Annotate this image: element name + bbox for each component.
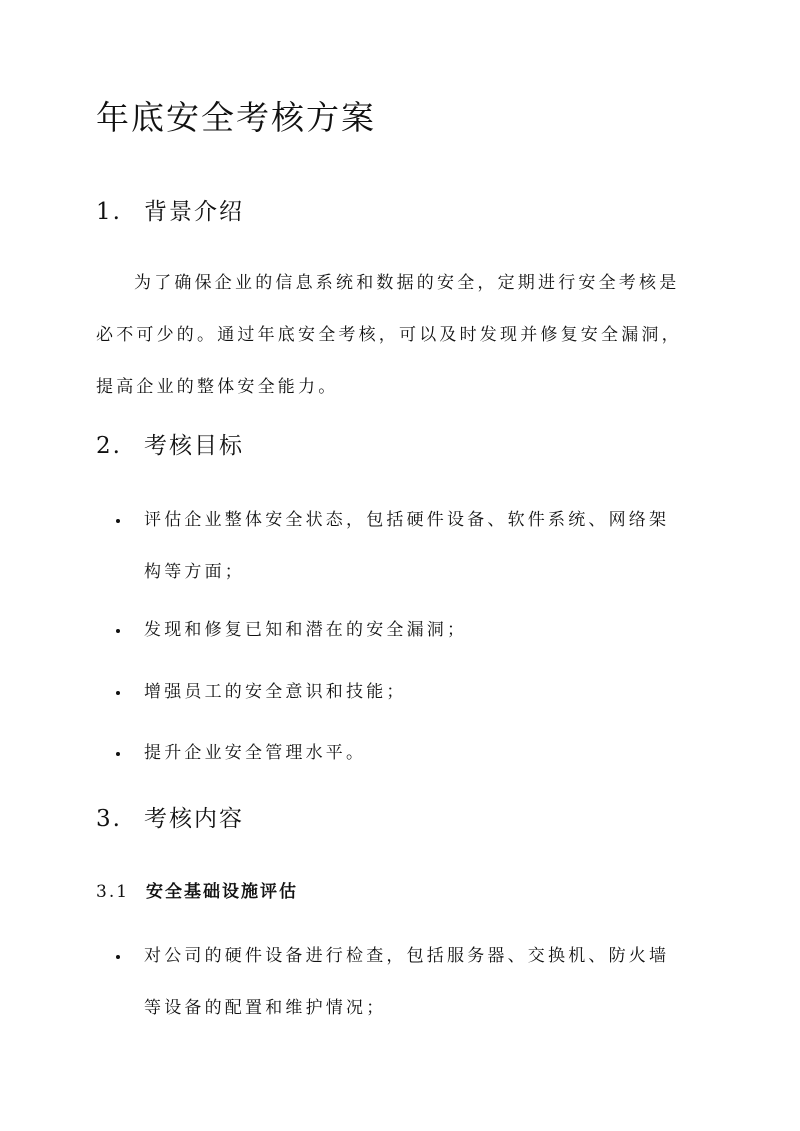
paragraph-line: 提高企业的整体安全能力。 (96, 377, 339, 397)
section-heading-content (96, 803, 244, 835)
section-number: 2. (96, 433, 122, 459)
bullet-icon (116, 691, 120, 695)
list-item (116, 666, 696, 718)
list-item (116, 930, 696, 1034)
subsection-number: 3.1 (96, 882, 130, 902)
list-item-line: 发现和修复已知和潜在的安全漏洞； (144, 620, 468, 640)
section-heading-background (96, 196, 244, 228)
document-title: 年底安全考核方案 (96, 98, 376, 137)
paragraph-line: 必不可少的。通过年底安全考核，可以及时发现并修复安全漏洞， (96, 325, 682, 345)
list-item (116, 727, 696, 779)
section-title: 考核内容 (144, 806, 244, 832)
list-item (116, 604, 696, 656)
list-item-line: 构等方面； (144, 562, 245, 582)
list-item-line: 评估企业整体安全状态，包括硬件设备、软件系统、网络架 (144, 510, 670, 530)
list-item-line: 增强员工的安全意识和技能； (144, 682, 407, 702)
list-item (116, 494, 696, 598)
list-item-line: 提升企业安全管理水平。 (144, 743, 367, 763)
section-heading-goals (96, 430, 244, 462)
subsection-title: 安全基础设施评估 (146, 882, 298, 902)
background-paragraph (96, 257, 700, 413)
section-number: 1. (96, 199, 122, 225)
section-title: 背景介绍 (144, 199, 244, 225)
list-item-line: 对公司的硬件设备进行检查，包括服务器、交换机、防火墙 (144, 946, 670, 966)
bullet-icon (116, 629, 120, 633)
section-number: 3. (96, 806, 122, 832)
subsection-heading (96, 879, 298, 905)
bullet-icon (116, 752, 120, 756)
bullet-icon (116, 519, 120, 523)
section-title: 考核目标 (144, 433, 244, 459)
bullet-icon (116, 955, 120, 959)
list-item-line: 等设备的配置和维护情况； (144, 998, 387, 1018)
paragraph-line: 为了确保企业的信息系统和数据的安全，定期进行安全考核是 (134, 273, 680, 293)
